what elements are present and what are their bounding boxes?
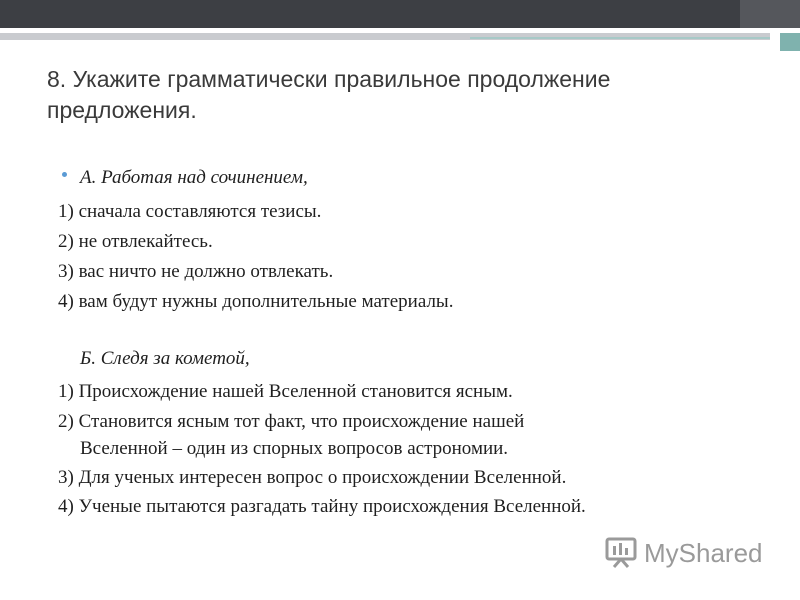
header-rule-teal [470,37,770,55]
section-b-heading: Б. Следя за кометой, [80,348,250,369]
section-b-option-2-cont: Вселенной – один из спорных вопросов астрономии. [80,438,509,459]
watermark-text: MyShared [644,537,763,568]
section-b-option-4: 4) Ученые пытаются разгадать тайну происхождения Вселенной. [58,496,586,517]
section-a-option-4: 4) вам будут нужны дополнительные материалы. [58,291,454,312]
slide-title [47,64,747,126]
header-accent-teal [780,33,800,51]
section-a-option-1: 1) сначала составляются тезисы. [58,201,322,222]
section-a-option-3: 3) вас ничто не должно отвлекать. [58,261,334,282]
section-a-option-2: 2) не отвлекайтесь. [58,231,213,252]
section-b-option-2: 2) Становится ясным тот факт, что происхождение нашей [58,411,525,432]
section-b-option-1: 1) Происхождение нашей Вселенной становится ясным. [58,381,513,402]
slide-title-line2: предложения. [47,97,197,123]
myshared-watermark [604,535,763,571]
slide-title-line1: 8. Укажите грамматически правильное продолжение [47,66,611,92]
top-decor-bar [0,0,800,28]
section-a-heading: А. Работая над сочинением, [80,167,308,188]
bullet-icon [62,172,67,177]
section-b-option-3: 3) Для ученых интересен вопрос о происхождении Вселенной. [58,467,567,488]
myshared-logo-icon [604,536,638,570]
